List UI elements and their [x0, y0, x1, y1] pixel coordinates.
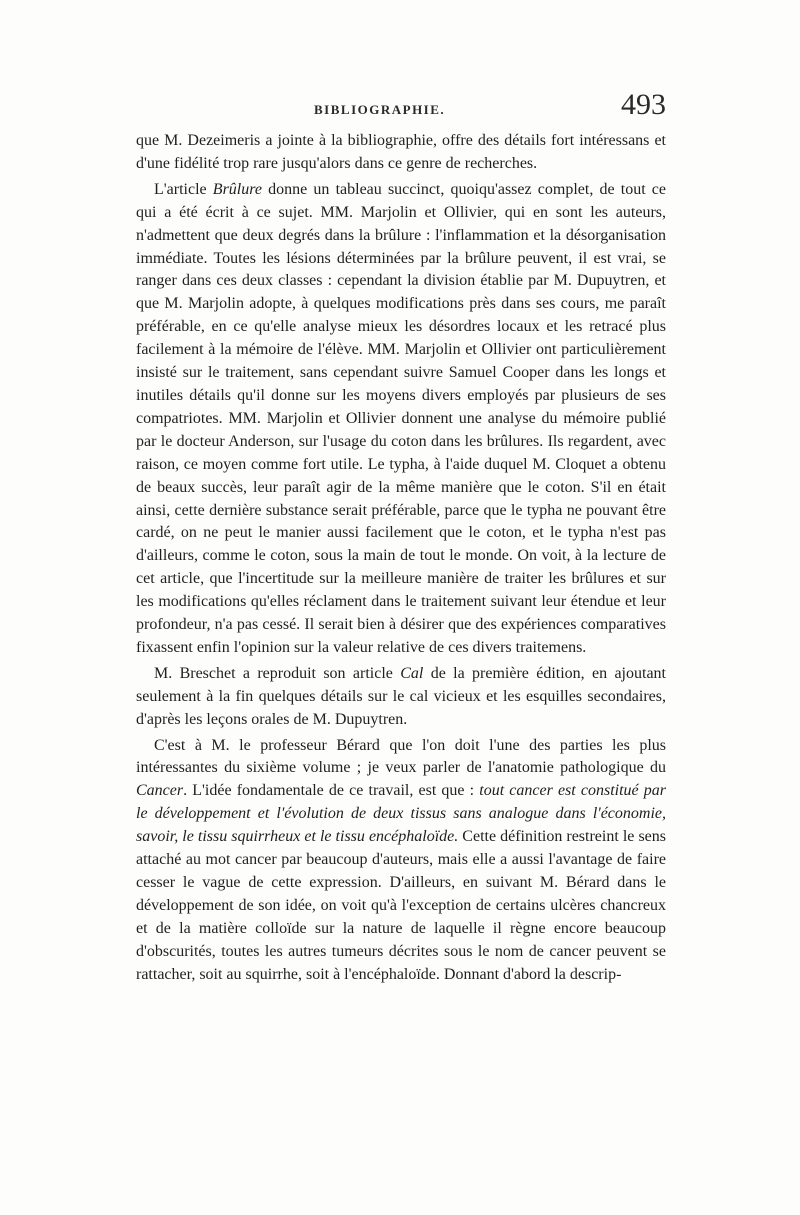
article-title-cal: Cal — [400, 664, 424, 682]
page-header — [136, 88, 666, 130]
paragraph-continuation — [136, 130, 666, 176]
article-title-brulure: Brûlure — [212, 180, 262, 198]
definition-quote: tout cancer est constitué par le développement et l'évolution de deux tissus sans analogue dans l'économie, savoir, le tissu squirrheux et le tissu encéphaloïde. — [136, 782, 666, 846]
body-text — [136, 130, 666, 987]
paragraph-text: donne un tableau succinct, quoiqu'assez complet, de tout ce qui a été écrit à ce sujet. MM. Marjolin et Ollivier, qui en sont les auteurs, n'admettent que deux degrés dans la brûlure : l'inflammation et la désorganisation immédiate. Toutes les lésions déterminées par la brûlure peuvent, il est vrai, se ranger dans ces deux classes : cependant la division établie par M. Dupuytren, et que M. Marjolin adopte, à quelques modifications près dans ses cours, me paraît préférable, en ce qu'elle analyse mieux les désordres locaux et les retracé plus facilement à la mémoire de l'élève. MM. Marjolin et Ollivier ont particulièrement insisté sur le traitement, sans cependant suivre Samuel Cooper dans les longs et inutiles détails qu'il donne sur les moyens divers employés par plusieurs de ses compatriotes. MM. Marjolin et Ollivier donnent une analyse du mémoire publié par le docteur Anderson, sur l'usage du coton dans les brûlures. Ils regardent, avec raison, ce moyen comme fort utile. Le typha, à l'aide duquel M. Cloquet a obtenu de beaux succès, leur paraît agir de la même manière que le coton. S'il en était ainsi, cette dernière substance serait préférable, parce que le typha ne pouvant être cardé, on ne peut le manier aussi facilement que le coton, et le typha n'est pas d'ailleurs, comme le coton, sous la main de tout le monde. On voit, à la lecture de cet article, que l'incertitude sur la meilleure manière de traiter les brûlures et sur les modifications qu'elles réclament dans le traitement suivant leur étendue et leur profondeur, n'a pas cessé. Il serait bien à désirer que des expériences comparatives fixassent enfin l'opinion sur la valeur relative de ces divers traitemens. — [136, 180, 666, 656]
paragraph-cal — [136, 663, 666, 732]
paragraph-text: C'est à M. le professeur Bérard que l'on doit l'une des parties les plus intéressantes du sixième volume ; je veux parler de l'anatomie pathologique du — [136, 736, 666, 777]
paragraph-cancer — [136, 735, 666, 987]
running-head: BIBLIOGRAPHIE. — [314, 102, 446, 117]
paragraph-text: que M. Dezeimeris a jointe à la bibliographie, offre des détails fort intéressans et d'une fidélité trop rare jusqu'alors dans ce genre de recherches. — [136, 132, 666, 172]
paragraph-text: de la première édition, en ajoutant seulement à la fin quelques détails sur le cal vicieux et les esquilles secondaires, d'après les leçons orales de M. Dupuytren. — [136, 664, 666, 728]
paragraph-brulure — [136, 179, 666, 660]
page-number: 493 — [621, 88, 666, 121]
paragraph-text: L'article — [154, 180, 213, 198]
paragraph-text: Cette définition restreint le sens attaché au mot cancer par beaucoup d'auteurs, mais elle a aussi l'avantage de faire cesser le vague de cette expression. D'ailleurs, en suivant M. Bérard dans le développement de son idée, on voit qu'à l'exception de certains ulcères chancreux et de la matière colloïde sur la nature de laquelle il règne encore beaucoup d'obscurités, toutes les autres tumeurs décrites sous le nom de cancer peuvent se rattacher, soit au squirrhe, soit à l'encéphaloïde. Donnant d'abord la descrip- — [136, 828, 667, 983]
paragraph-text: . L'idée fondamentale de ce travail, est que : — [183, 782, 480, 800]
article-title-cancer: Cancer — [136, 782, 184, 800]
paragraph-text: M. Breschet a reproduit son article — [154, 664, 401, 682]
